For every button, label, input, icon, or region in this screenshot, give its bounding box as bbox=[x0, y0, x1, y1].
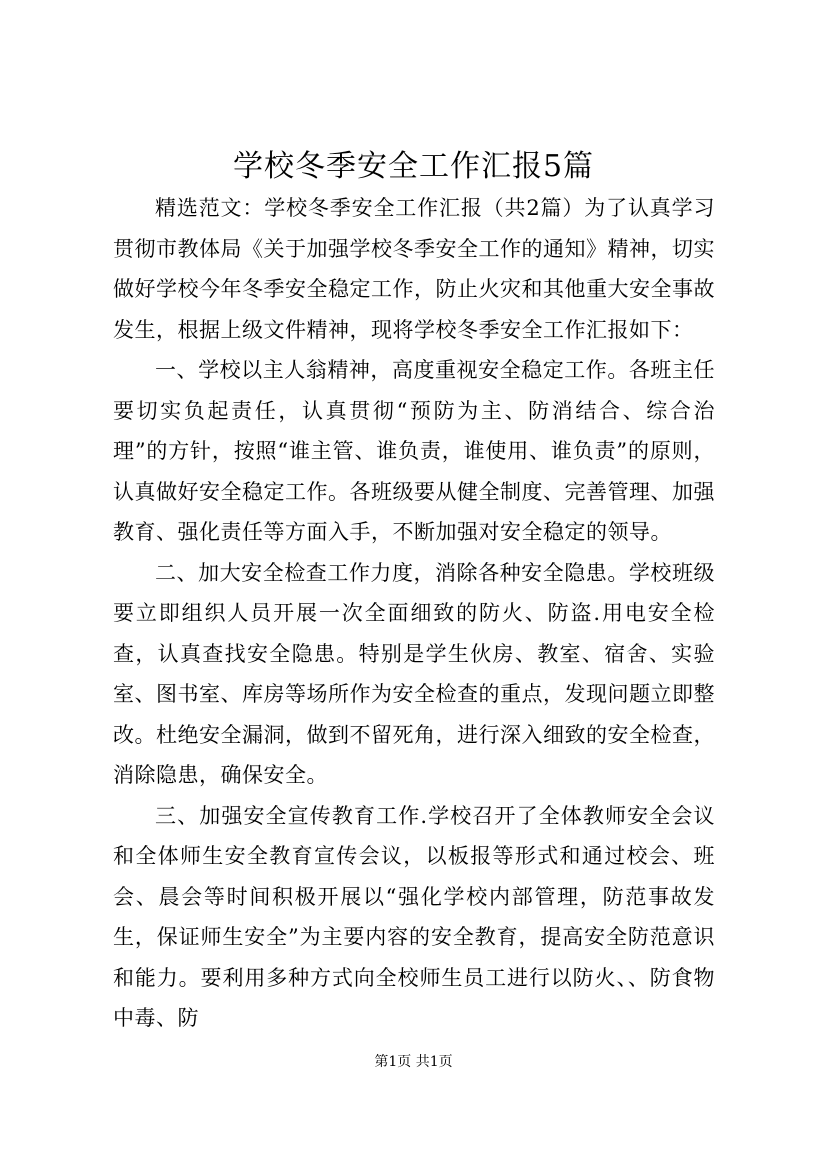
paragraph-section-3: 三、加强安全宣传教育工作.学校召开了全体教师安全会议和全体师生安全教育宣传会议，以板报等形式和通过校会、班会、晨会等时间积极开展以“强化学校内部管理，防范事故发生，保证师生安全”为主要内容的安全教育，提高安全防范意识和能力。要利用多种方式向全校师生员工进行以防火、、防食物中毒、防 bbox=[113, 803, 715, 1030]
paragraph-intro: 精选范文：学校冬季安全工作汇报（共2篇）为了认真学习贯彻市教体局《关于加强学校冬季安全工作的通知》精神，切实做好学校今年冬季安全稳定工作，防止火灾和其他重大安全事故发生，根据上级文件精神，现将学校冬季安全工作汇报如下： bbox=[113, 196, 715, 342]
paragraph-section-1: 一、学校以主人翁精神，高度重视安全稳定工作。各班主任要切实负起责任，认真贯彻“预防为主、防消结合、综合治理”的方针，按照“谁主管、谁负责，谁使用、谁负责”的原则，认真做好安全稳定工作。各班级要从健全制度、完善管理、加强教育、强化责任等方面入手，不断加强对安全稳定的领导。 bbox=[113, 358, 715, 544]
document-title: 学校冬季安全工作汇报5篇 bbox=[232, 149, 595, 184]
document-body bbox=[113, 188, 715, 1039]
page-footer: 第1页 共1页 bbox=[374, 1054, 453, 1070]
paragraph-section-2: 二、加大安全检查工作力度，消除各种安全隐患。学校班级要立即组织人员开展一次全面细致的防火、防盗.用电安全检查，认真查找安全隐患。特别是学生伙房、教室、宿舍、实验室、图书室、库房等场所作为安全检查的重点，发现问题立即整改。杜绝安全漏洞，做到不留死角，进行深入细致的安全检查，消除隐患，确保安全。 bbox=[113, 560, 715, 787]
